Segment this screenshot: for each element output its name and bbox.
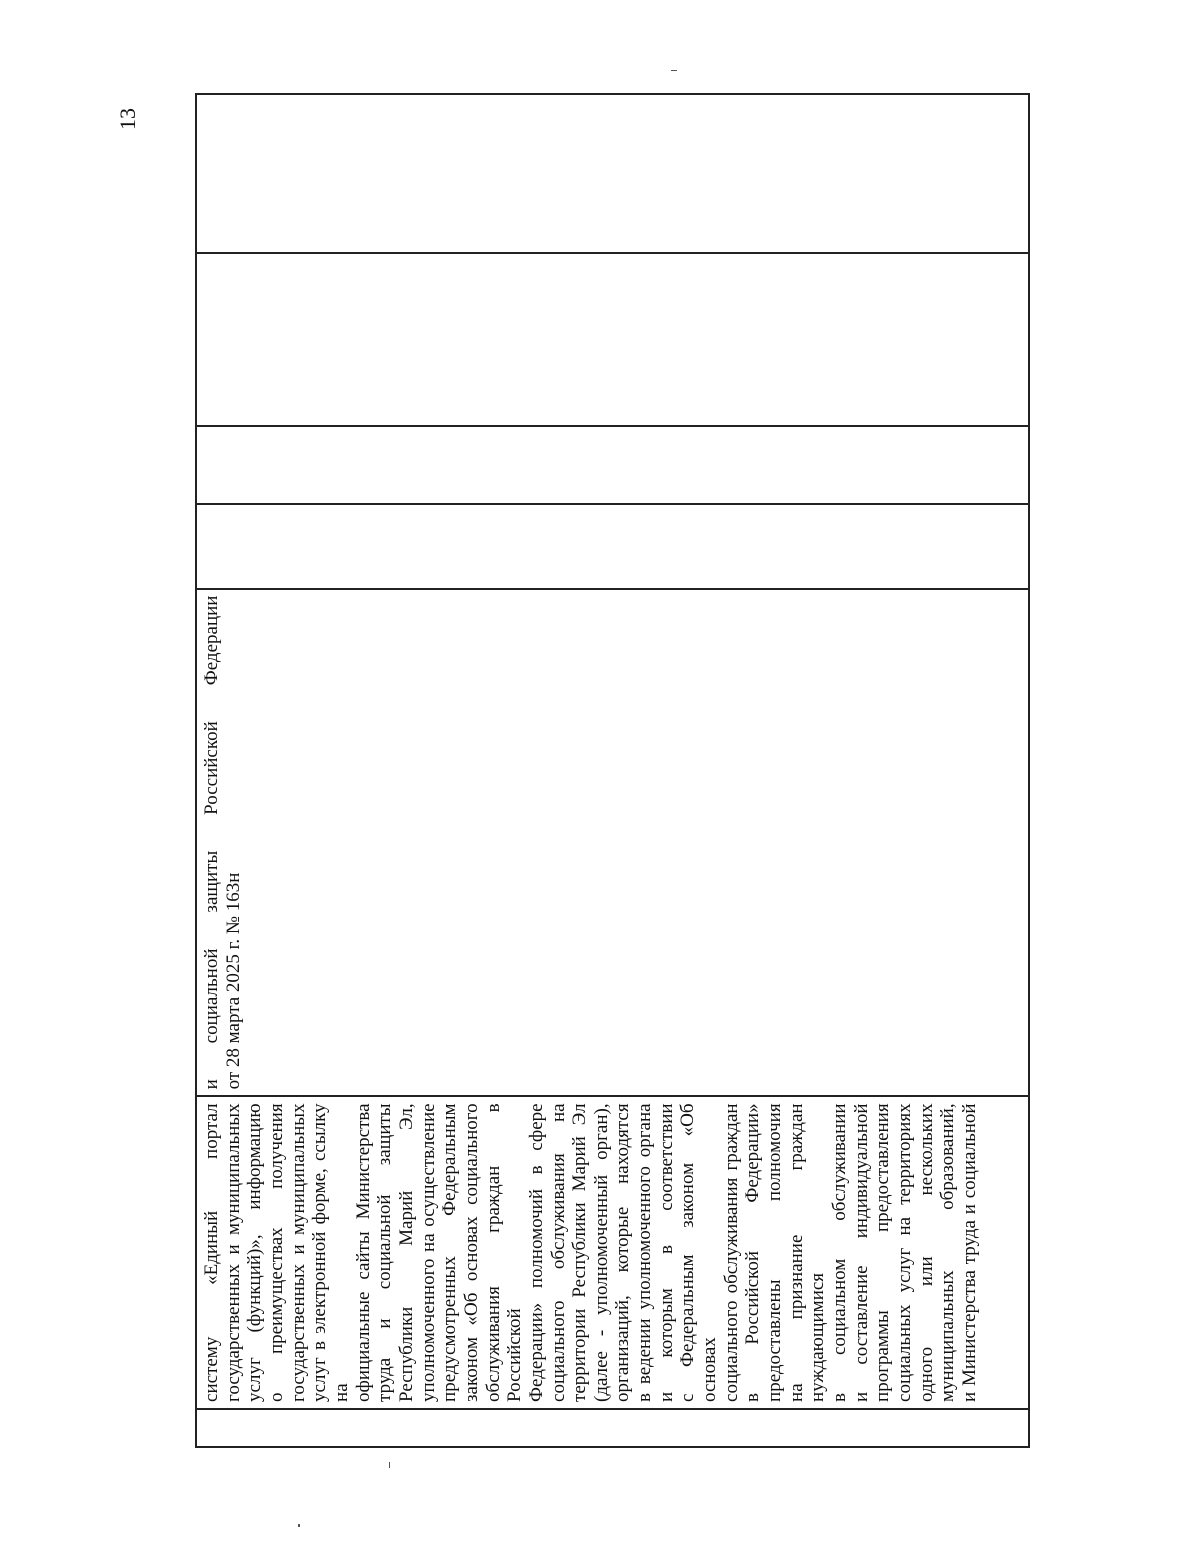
scan-speck [389,1462,390,1468]
text-line: предусмотренных Федеральным [439,1103,461,1402]
text-line: с Федеральным законом «Об основах [677,1103,721,1402]
text-line: труда и социальной защиты [374,1103,396,1402]
text-line: в ведении уполномоченного органа [634,1103,656,1402]
text-line: территории Республики Марий Эл [569,1103,591,1402]
text-line: о преимуществах получения [265,1103,287,1402]
text-line: услуг (функций)», информацию [244,1103,266,1402]
text-line: программы предоставления [872,1103,894,1402]
text-line: и социальной защиты Российской Федерации [201,595,222,1090]
text-line: и которым в соответствии [655,1103,677,1402]
text-line: от 28 марта 2025 г. № 163н [222,872,244,1090]
text-line: и составление индивидуальной [850,1103,872,1402]
rotated-page-content [195,93,1030,1448]
text-line: государственных и муниципальных [222,1103,244,1402]
text-line: обслуживания граждан в Российской [482,1103,526,1402]
text-line: услуг в электронной форме, ссылку на [309,1103,352,1402]
text-line: муниципальных образований, [937,1103,959,1402]
text-line: социального обслуживания граждан [720,1103,742,1402]
table-cell-description [196,1096,1029,1409]
table-cell-empty [196,504,1029,588]
scan-speck [298,1524,300,1527]
text-line: официальные сайты Министерства [352,1103,374,1402]
description-text [201,1103,981,1402]
document-table [195,93,1030,1448]
text-line: законом «Об основах социального [460,1103,482,1402]
page-number: 13 [115,108,140,130]
text-line: социального обслуживания на [547,1103,569,1402]
text-line: на признание граждан нуждающимися [785,1103,829,1402]
rotated-table-frame [195,93,1030,1448]
text-line: Федерации» полномочий в сфере [525,1103,547,1402]
table-row [196,94,1029,1447]
text-line: Республики Марий Эл, [395,1103,417,1402]
text-line: предоставлены полномочия [764,1103,786,1402]
text-line: в Российской Федерации» [742,1103,764,1402]
scan-speck [671,70,677,71]
text-line: государственных и муниципальных [287,1103,309,1402]
table-cell-legal-basis [196,589,1029,1097]
text-line: (далее - уполномоченный орган), [590,1103,612,1402]
text-line: социальных услуг на территориях [894,1103,915,1402]
text-line: систему «Единый портал [201,1103,222,1402]
table-cell-empty [196,94,1029,253]
text-line: одного или нескольких [915,1103,937,1402]
legal-basis-text [201,596,244,1090]
table-cell-empty [196,253,1029,426]
text-line: уполномоченного на осуществление [417,1103,439,1402]
text-line: организаций, которые находятся [612,1103,634,1402]
text-line: в социальном обслуживании [829,1103,851,1402]
table-cell-number [196,1409,1029,1447]
table-cell-empty [196,426,1029,504]
text-line: и Министерства труда и социальной [958,1103,980,1402]
